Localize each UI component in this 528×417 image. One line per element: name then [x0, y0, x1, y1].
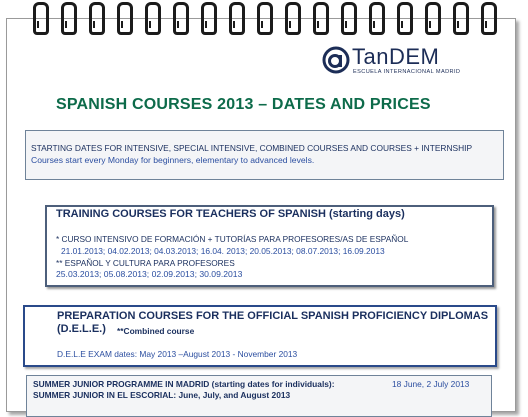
binding-ring-icon [313, 2, 329, 35]
dele-heading-line-2: (D.E.L.E.) [57, 323, 106, 335]
binding-ring-icon [89, 2, 105, 35]
logo-tagline: ESCUELA INTERNACIONAL MADRID [353, 69, 461, 75]
tandem-logo-icon [322, 46, 350, 74]
teachers-course-2: ** ESPAÑOL Y CULTURA PARA PROFESORES [56, 258, 235, 268]
intensive-courses-box [25, 130, 504, 180]
binding-ring-icon [173, 2, 189, 35]
dele-preparation-box [23, 305, 497, 367]
summer-escorial: SUMMER JUNIOR IN EL ESCORIAL: June, July, and August 2013 [33, 390, 291, 400]
dele-heading-line-1: PREPARATION COURSES FOR THE OFFICIAL SPANISH PROFICIENCY DIPLOMAS [57, 310, 489, 322]
teacher-training-box [45, 205, 494, 287]
binding-ring-icon [117, 2, 133, 35]
binding-ring-icon [453, 2, 469, 35]
binding-ring-icon [229, 2, 245, 35]
binding-ring-icon [425, 2, 441, 35]
summer-madrid-dates: 18 June, 2 July 2013 [392, 379, 470, 389]
teachers-course-2-dates: 25.03.2013; 05.08.2013; 02.09.2013; 30.09.2013 [56, 269, 243, 279]
tandem-logo [322, 46, 472, 80]
summer-madrid-label: SUMMER JUNIOR PROGRAMME IN MADRID (starting dates for individuals): [33, 379, 335, 389]
binding-ring-icon [397, 2, 413, 35]
binding-ring-icon [145, 2, 161, 35]
binding-ring-icon [341, 2, 357, 35]
teachers-heading: TRAINING COURSES FOR TEACHERS OF SPANISH (starting days) [56, 208, 405, 220]
binding-ring-icon [369, 2, 385, 35]
binding-ring-icon [61, 2, 77, 35]
binding-ring-icon [285, 2, 301, 35]
binding-ring-icon [481, 2, 497, 35]
binding-ring-icon [33, 2, 49, 35]
binding-ring-icon [201, 2, 217, 35]
logo-name: TanDEM [352, 44, 440, 69]
teachers-course-1: * CURSO INTENSIVO DE FORMACIÓN + TUTORÍAS PARA PROFESORES/AS DE ESPAÑOL [56, 234, 409, 244]
spiral-binding [0, 0, 528, 34]
intensive-heading: STARTING DATES FOR INTENSIVE, SPECIAL INTENSIVE, COMBINED COURSES AND COURSES + INTERNSHIP [31, 143, 473, 153]
dele-combined-note: **Combined course [117, 326, 195, 336]
intensive-note: Courses start every Monday for beginners, elementary to advanced levels. [31, 155, 315, 165]
binding-ring-icon [257, 2, 273, 35]
page-title: SPANISH COURSES 2013 – DATES AND PRICES [56, 96, 431, 113]
teachers-course-1-dates: 21.01.2013; 04.02.2013; 04.03.2013; 16.04. 2013; 20.05.2013; 08.07.2013; 16.09.2013 [61, 246, 385, 256]
summer-programme-box [26, 375, 492, 417]
dele-exam-dates: D.E.L.E EXAM dates: May 2013 –August 2013 - November 2013 [57, 349, 298, 359]
